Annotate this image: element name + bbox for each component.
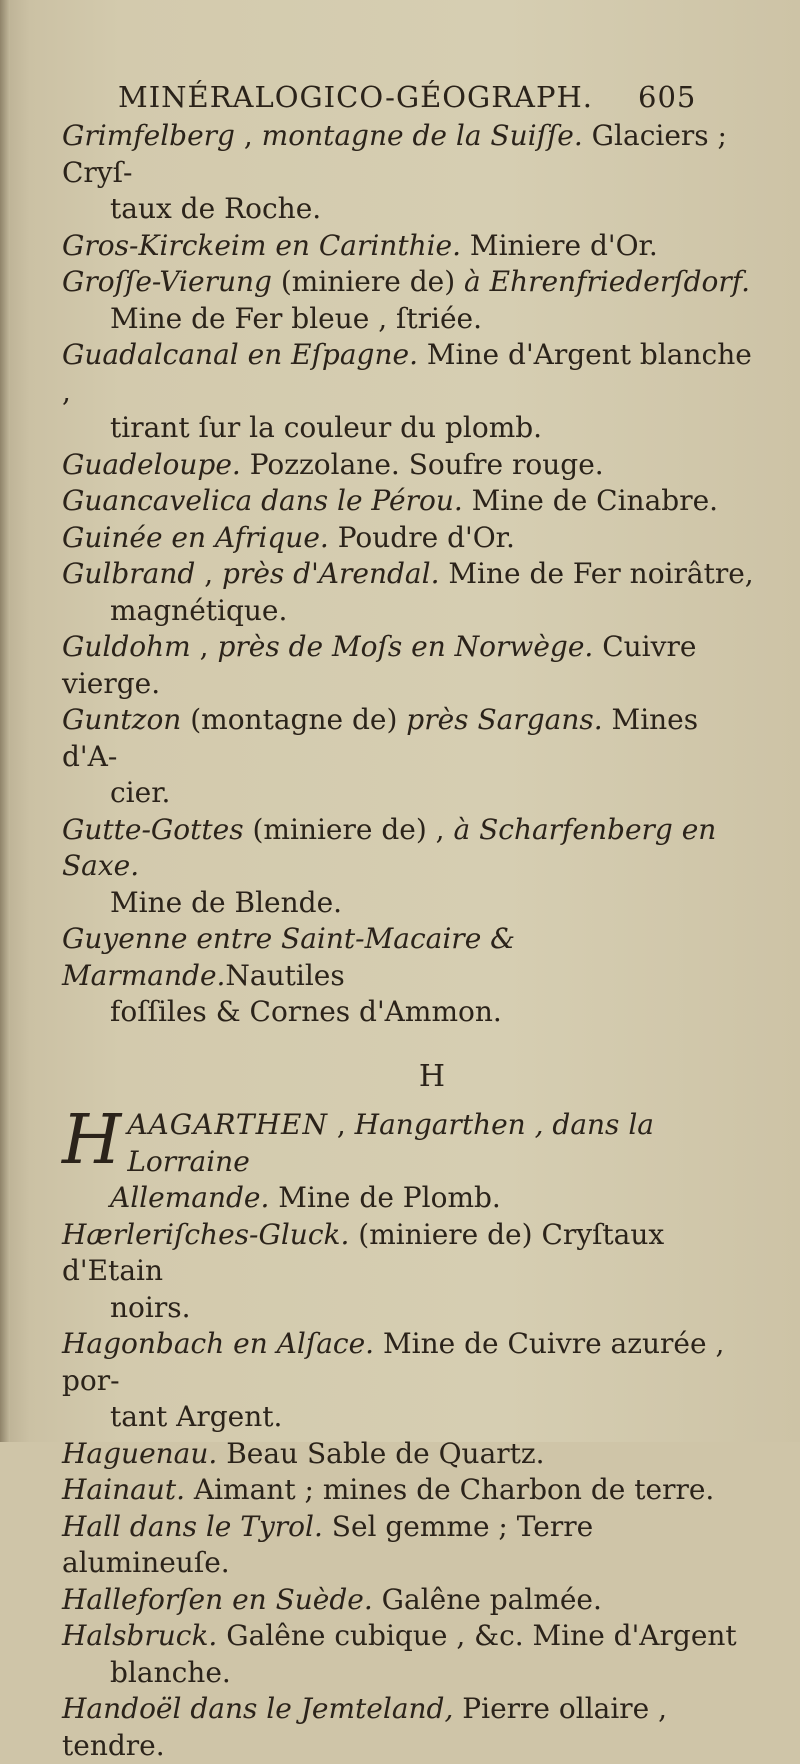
entry-headword: Guinée en Afrique. (62, 521, 329, 554)
entry-text: (miniere de) (272, 265, 464, 298)
dictionary-entry (62, 921, 762, 1031)
entry-continuation: noirs. (110, 1291, 191, 1324)
entry-headword: Guldohm (62, 630, 191, 663)
entry-text: Miniere d'Or. (461, 229, 658, 262)
dictionary-entry (62, 118, 762, 228)
entry-text: (montagne de) (181, 703, 406, 736)
page-edge-shadow (0, 0, 10, 1442)
entry-continuation: foſſiles & Cornes d'Ammon. (110, 995, 502, 1028)
entry-text: Cuivre vierge. (62, 630, 696, 700)
entry-text: Mines d'A- (62, 703, 698, 773)
entry-text: Mine d'Argent blanche , (62, 338, 752, 408)
dictionary-entry (62, 629, 762, 702)
entry-continuation: taux de Roche. (110, 192, 321, 225)
entry-continuation: tant Argent. (110, 1400, 282, 1433)
entry-text: Mine de Cuivre azurée , por- (62, 1327, 724, 1397)
dictionary-entry (62, 702, 762, 812)
entry-italic: près de Moſs en Norwège. (217, 630, 593, 663)
entry-text: Galêne cubique , &c. Mine d'Argent (217, 1619, 736, 1652)
entry-text: Beau Sable de Quartz. (217, 1437, 544, 1470)
entry-headword: Gulbrand (62, 557, 195, 590)
entry-headword: Guancavelica dans le Pérou. (62, 484, 463, 517)
dictionary-entry (62, 483, 762, 520)
dictionary-entry (62, 1618, 762, 1691)
entry-text: Mine de Fer noirâtre, (439, 557, 753, 590)
entries-h (62, 1217, 762, 1764)
dictionary-entry (62, 337, 762, 447)
entry-italic: à Scharfenberg en Saxe. (62, 813, 716, 883)
drop-cap: H (62, 1113, 121, 1169)
entry-headword: Handoël dans le Jemteland, (62, 1692, 453, 1725)
entry-headword: Groſſe-Vierung (62, 265, 272, 298)
entry-text: Nautiles (225, 959, 344, 992)
entry-text: , (235, 119, 262, 152)
dictionary-entry (62, 556, 762, 629)
entry-headword: Guadeloupe. (62, 448, 241, 481)
entry-headword: Hall dans le Tyrol. (62, 1510, 323, 1543)
entry-continuation: magnétique. (110, 594, 287, 627)
entries-g (62, 118, 762, 1031)
entry-text: , (195, 557, 222, 590)
dictionary-entry (62, 1436, 762, 1473)
entry-headword: Haguenau. (62, 1437, 217, 1470)
text-block (62, 118, 762, 1764)
dictionary-entry (62, 1509, 762, 1582)
entry-text: Pierre ollaire , tendre. (62, 1692, 667, 1762)
entry-italic: près d'Arendal. (222, 557, 439, 590)
running-header (118, 80, 678, 114)
entry-continuation: Mine de Fer bleue , ſtriée. (110, 302, 482, 335)
dictionary-entry (62, 812, 762, 922)
section-letter: H (62, 1059, 762, 1096)
entry-text: Mine de Cinabre. (463, 484, 718, 517)
dictionary-entry (62, 1691, 762, 1764)
entry-text: Galêne palmée. (373, 1583, 602, 1616)
entry-text: (miniere de) , (244, 813, 454, 846)
first-h-entry: H AAGARTHEN , Hangarthen , dans la Lorraine Allemande. Mine de Plomb. (62, 1107, 762, 1217)
dictionary-entry (62, 1472, 762, 1509)
page-number: 605 (638, 80, 696, 114)
entry-headword: Guntzon (62, 703, 181, 736)
entry-headword: Grimfelberg (62, 119, 235, 152)
entry-headword: Gros-Kirckeim en Carinthie. (62, 229, 461, 262)
entry-headword: Halsbruck. (62, 1619, 217, 1652)
header-title: MINÉRALOGICO-GÉOGRAPH. (118, 80, 593, 114)
entry-text: , (191, 630, 218, 663)
entry-headword: Gutte-Gottes (62, 813, 244, 846)
dictionary-entry (62, 1217, 762, 1327)
dictionary-entry (62, 1582, 762, 1619)
dictionary-entry (62, 264, 762, 337)
entry-headword: Hainaut. (62, 1473, 185, 1506)
entry-continuation: tirant ſur la couleur du plomb. (110, 411, 542, 444)
entry-continuation: cier. (110, 776, 170, 809)
dictionary-entry (62, 520, 762, 557)
entry-italic: près Sargans. (406, 703, 602, 736)
first-h-headword: AAGARTHEN (127, 1108, 328, 1141)
dictionary-entry (62, 447, 762, 484)
dictionary-entry (62, 228, 762, 265)
entry-text: Poudre d'Or. (329, 521, 515, 554)
entry-italic: à Ehrenfriederſdorf. (464, 265, 750, 298)
entry-headword: Hærleriſches-Gluck. (62, 1218, 349, 1251)
entry-continuation: blanche. (110, 1656, 231, 1689)
entry-text: Aimant ; mines de Charbon de terre. (185, 1473, 714, 1506)
entry-headword: Guyenne entre Saint-Macaire & Marmande. (62, 922, 515, 992)
dictionary-entry (62, 1326, 762, 1436)
entry-text: Glaciers ; Cryſ- (62, 119, 727, 189)
entry-headword: Halleforſen en Suède. (62, 1583, 373, 1616)
entry-italic: montagne de la Suiſſe. (262, 119, 583, 152)
entry-headword: Guadalcanal en Eſpagne. (62, 338, 418, 371)
entry-text: Pozzolane. Soufre rouge. (241, 448, 604, 481)
entry-text: (miniere de) Cryſtaux d'Etain (62, 1218, 664, 1288)
entry-headword: Hagonbach en Alſace. (62, 1327, 374, 1360)
entry-text: Sel gemme ; Terre alumineuſe. (62, 1510, 593, 1580)
entry-continuation: Mine de Blende. (110, 886, 342, 919)
